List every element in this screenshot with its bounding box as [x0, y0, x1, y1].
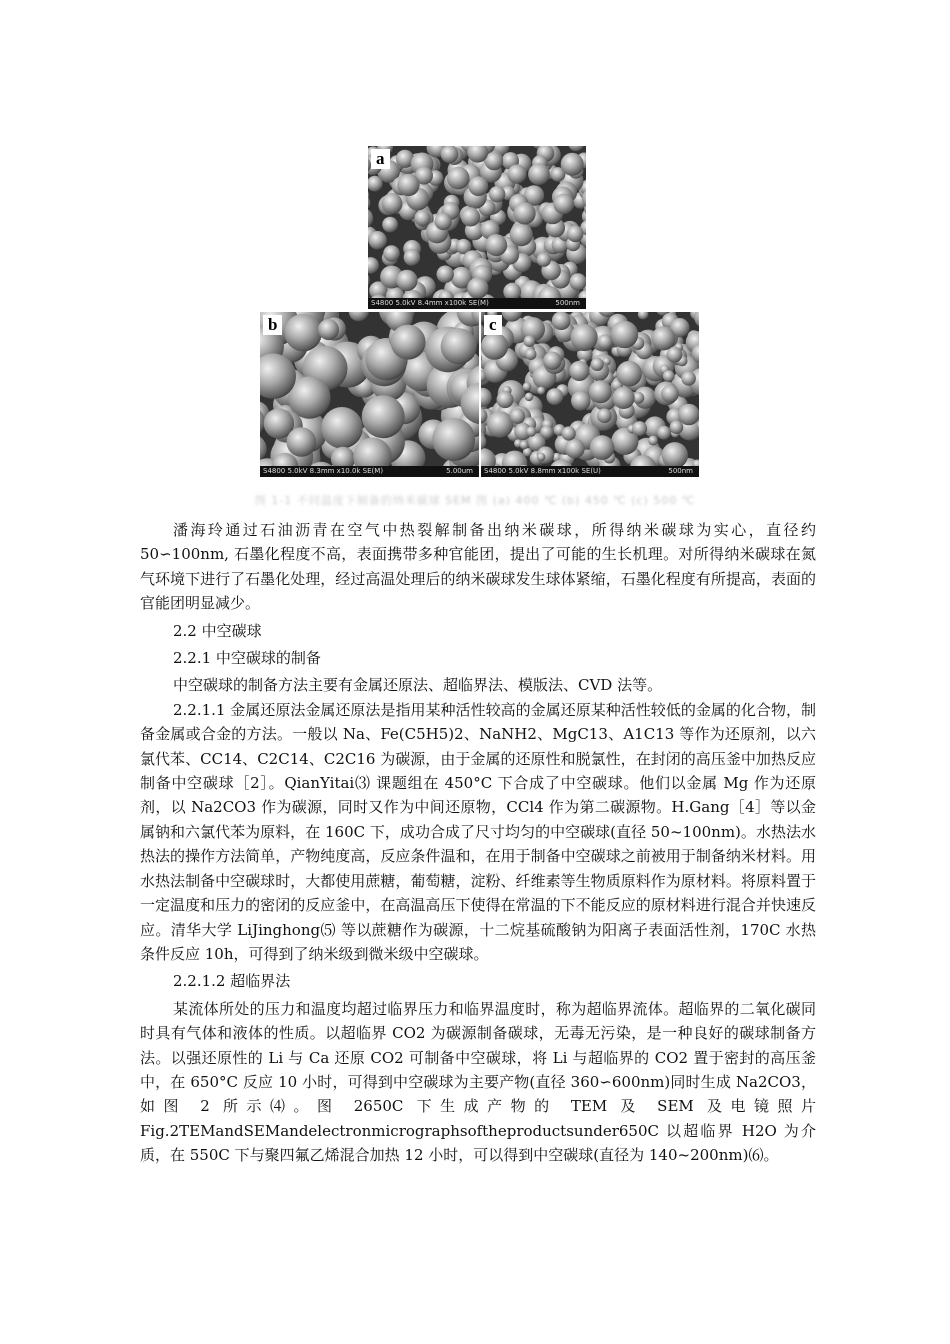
sem-info-bar: [481, 466, 699, 477]
sem-panel-a: [368, 146, 586, 309]
scale-value: 5.00um: [446, 467, 473, 475]
sem-panel-c: [481, 312, 699, 477]
figure-caption: 图 1-1 不同温度下制备的纳米碳球 SEM 图 (a) 400 ℃ (b) 450 ℃ (c) 500 ℃: [254, 494, 696, 507]
panel-label: c: [484, 315, 502, 335]
paragraph-methods: 中空碳球的制备方法主要有金属还原法、超临界法、模版法、CVD 法等。: [173, 676, 663, 695]
paragraph-intro: 潘海玲通过石油沥青在空气中热裂解制备出纳米碳球，所得纳米碳球为实心，直径约 50∽100nm, 石墨化程度不高，表面携带多种官能团，提出了可能的生长机理。对所得纳米碳球在氮气环境下进行了石墨化处理，经过高温处理后的纳米碳球发生球体紧缩，石墨化程度有所提高，表面的官能团明显减少。: [140, 521, 816, 613]
panel-label: b: [263, 315, 282, 335]
sem-info-bar: [368, 298, 586, 309]
sem-panel-b: [260, 312, 479, 477]
paragraph-supercritical: 某流体所处的压力和温度均超过临界压力和临界温度时，称为超临界流体。超临界的二氧化碳同时具有气体和液体的性质。以超临界 CO2 为碳源制备碳球，无毒无污染，是一种良好的碳球制备方法。以强还原性的 Li 与 Ca 还原 CO2 可制备中空碳球，将 Li 与超临界的 CO2 置于密封的高压釜中，在 650°C 反应 10 小时，可得到中空碳球为主要产物(直径 360∽600nm)同时生成 Na2CO3，如图 2 所示⑷。图 2650C 下生成产物的 TEM 及 SEM 及电镜照片 Fig.2TEMandSEMandelectronmicrographsoftheproductsunder650C 以超临界 H2O 为介质，在 550C 下与聚四氟乙烯混合加热 12 小时，可以得到中空碳球(直径为 140~200nm)⑹。: [140, 999, 816, 1165]
section-heading: 2.2 中空碳球: [173, 621, 262, 640]
sem-image-c: [481, 312, 699, 477]
subsubsection-heading: 2.2.1.2 超临界法: [173, 972, 291, 991]
sem-info-text: S4800 5.0kV 8.4mm x100k SE(M): [371, 299, 489, 307]
scale-value: 500nm: [668, 467, 693, 475]
panel-label: a: [371, 149, 390, 169]
sem-figure: [0, 0, 950, 507]
sem-info-text: S4800 5.0kV 8.8mm x100k SE(U): [484, 467, 601, 475]
sem-image-a: [368, 146, 586, 309]
sem-info-text: S4800 5.0kV 8.3mm x10.0k SE(M): [263, 467, 384, 475]
scale-value: 500nm: [555, 299, 580, 307]
paragraph-metal-reduction: 2.2.1.1 金属还原法金属还原法是指用某种活性较高的金属还原某种活性较低的金属的化合物，制备金属或合金的方法。一般以 Na、Fe(C5H5)2、NaNH2、MgC13、A1C13 等作为还原剂，以六氯代苯、CC14、C2C14、C2C16 为碳源，由于金属的还原性和脱氯性，在封闭的高压釜中加热反应制备中空碳球［2］。QianYitai⑶ 课题组在 450°C 下合成了中空碳球。他们以金属 Mg 作为还原剂，以 Na2CO3 作为碳源，同时又作为中间还原物，CCl4 作为第二碳源物。H.Gang［4］等以金属钠和六氯代苯为原料，在 160C 下，成功合成了尺寸均匀的中空碳球(直径 50~100nm)。水热法水热法的操作方法简单，产物纯度高，反应条件温和，在用于制备中空碳球之前被用于制备纳米材料。用水热法制备中空碳球时，大都使用蔗糖，葡萄糖，淀粉、纤维素等生物质原料作为原材料。将原料置于一定温度和压力的密闭的反应釜中，在高温高压下使得在常温的下不能反应的原材料进行混合并快速反应。清华大学 LiJinghong⑸ 等以蔗糖作为碳源，十二烷基硫酸钠为阳离子表面活性剂，170C 水热条件反应 10h，可得到了纳米级到微米级中空碳球。: [140, 700, 816, 963]
subsection-heading: 2.2.1 中空碳球的制备: [173, 649, 321, 668]
sem-info-bar: [260, 466, 479, 477]
document-body: [140, 518, 816, 1168]
sem-image-b: [260, 312, 479, 477]
